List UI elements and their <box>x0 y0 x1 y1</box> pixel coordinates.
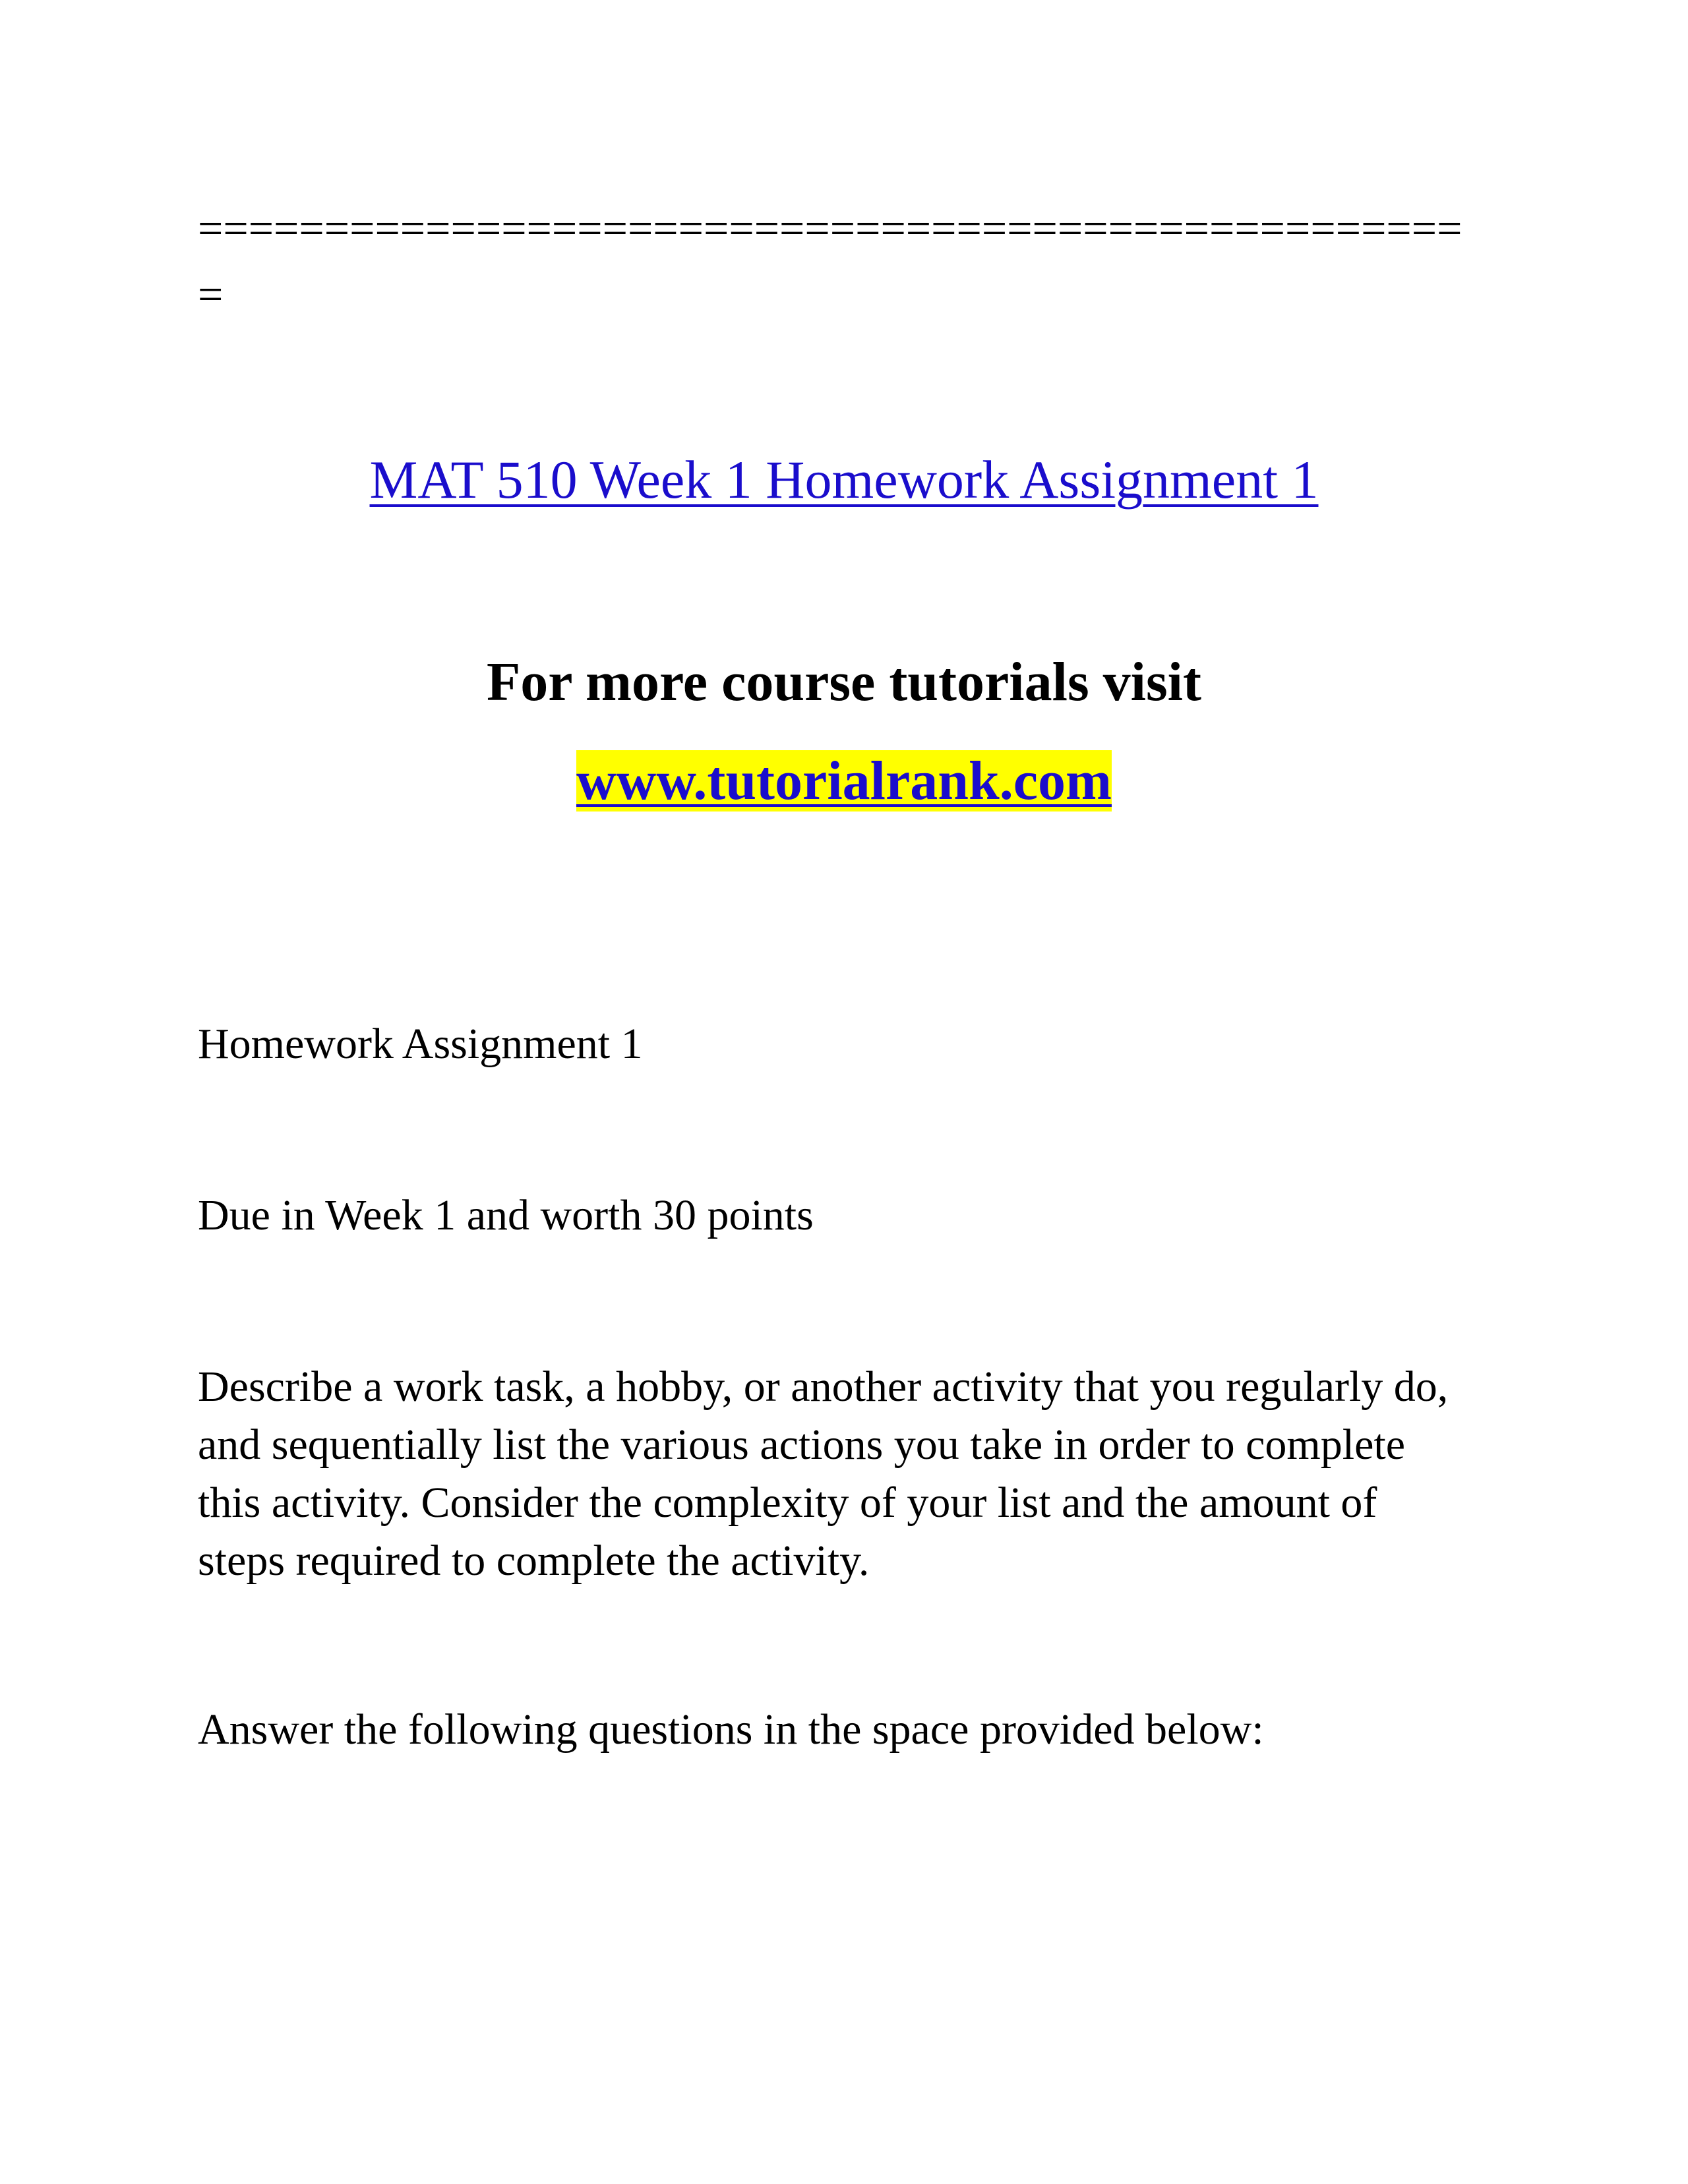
assignment-heading: Homework Assignment 1 <box>198 1020 643 1068</box>
title-link[interactable]: MAT 510 Week 1 Homework Assignment 1 <box>369 450 1319 510</box>
promo-heading: For more course tutorials visit <box>486 651 1201 713</box>
instruction-text: Answer the following questions in the space provided below: <box>198 1705 1264 1754</box>
description-line: this activity. Consider the complexity of your list and the amount of <box>198 1479 1377 1527</box>
description-paragraph <box>198 1358 1490 1590</box>
description-line: Describe a work task, a hobby, or another activity that you regularly do, <box>198 1363 1449 1411</box>
document-title <box>0 440 1688 519</box>
tutorial-site-link[interactable]: www.tutorialrank.com <box>576 750 1112 812</box>
separator-line: ================================================== <box>198 203 1462 253</box>
promo-link-container <box>0 745 1688 817</box>
due-date-text: Due in Week 1 and worth 30 points <box>198 1191 814 1239</box>
description-line: and sequentially list the various actions you take in order to complete <box>198 1421 1406 1469</box>
separator-line-continuation: = <box>198 269 224 319</box>
description-line: steps required to complete the activity. <box>198 1537 870 1585</box>
